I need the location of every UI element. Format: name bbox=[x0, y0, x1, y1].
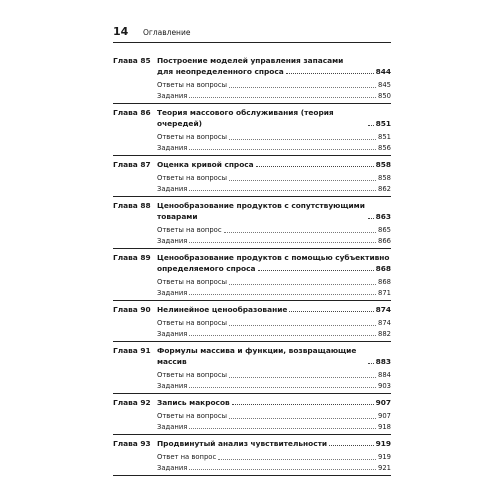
subsection-label: Ответы на вопросы bbox=[157, 81, 227, 89]
subsection-page-number: 845 bbox=[378, 81, 391, 89]
subsection-label: Задания bbox=[157, 422, 188, 431]
chapter-number: Глава 86 bbox=[113, 108, 151, 117]
subsection-page-number: 882 bbox=[378, 329, 391, 338]
chapter-subsections bbox=[113, 80, 391, 101]
chapter-title: Оценка кривой спроса bbox=[157, 160, 254, 169]
subsection-label: Ответы на вопросы bbox=[157, 278, 227, 286]
subsection-page-number: 858 bbox=[378, 174, 391, 182]
chapter-page-number: 883 bbox=[375, 357, 391, 366]
dot-leader bbox=[256, 166, 374, 167]
chapter-number: Глава 88 bbox=[113, 201, 151, 210]
chapter-heading[interactable] bbox=[113, 438, 391, 449]
chapter-title: Построение моделей управления запасами bbox=[157, 56, 344, 65]
dot-leader bbox=[189, 463, 376, 471]
subsection-label: Ответ на вопрос bbox=[157, 453, 217, 461]
toc-subsection-item[interactable] bbox=[157, 80, 391, 91]
chapter-heading[interactable] bbox=[113, 397, 391, 408]
chapter-page-number: 851 bbox=[375, 119, 391, 128]
subsection-label: Ответы на вопросы bbox=[157, 133, 227, 141]
subsection-page-number: 866 bbox=[378, 236, 391, 245]
chapter-title: Нелинейное ценообразование bbox=[157, 305, 288, 314]
dot-leader bbox=[189, 381, 376, 389]
chapter-title: Формулы массива и функции, возвращающие массив bbox=[157, 346, 357, 366]
chapter-subsections bbox=[113, 173, 391, 194]
toc-subsection-item[interactable] bbox=[157, 329, 391, 340]
toc-chapter bbox=[113, 304, 391, 342]
dot-leader bbox=[189, 329, 376, 337]
toc-chapter bbox=[113, 252, 391, 301]
dot-leader bbox=[229, 370, 376, 378]
chapter-number: Глава 87 bbox=[113, 160, 151, 169]
toc-subsection-item[interactable] bbox=[157, 318, 391, 329]
page-number: 14 bbox=[113, 25, 129, 38]
subsection-label: Задания bbox=[157, 288, 188, 297]
subsection-label: Задания bbox=[157, 236, 188, 245]
chapter-title-line bbox=[157, 107, 391, 129]
chapter-subsections bbox=[113, 318, 391, 339]
chapter-title: Продвинутый анализ чувствительности bbox=[157, 439, 328, 448]
chapter-title-line bbox=[157, 55, 391, 66]
chapter-title-block bbox=[157, 159, 391, 170]
chapter-title-line bbox=[157, 252, 391, 263]
dot-leader bbox=[189, 288, 376, 296]
toc-chapter bbox=[113, 200, 391, 249]
chapter-title: для неопределенного спроса bbox=[157, 67, 284, 76]
table-of-contents bbox=[113, 55, 391, 476]
chapter-number: Глава 90 bbox=[113, 305, 151, 314]
chapter-title-block bbox=[157, 345, 391, 367]
chapter-title: Запись макросов bbox=[157, 398, 230, 407]
subsection-page-number: 884 bbox=[378, 371, 391, 379]
dot-leader bbox=[229, 173, 376, 181]
dot-leader bbox=[189, 422, 376, 430]
dot-leader bbox=[368, 218, 374, 219]
toc-subsection-item[interactable] bbox=[157, 463, 391, 474]
chapter-number: Глава 92 bbox=[113, 398, 151, 407]
subsection-page-number: 919 bbox=[378, 453, 391, 461]
toc-subsection-item[interactable] bbox=[157, 411, 391, 422]
dot-leader bbox=[229, 132, 376, 140]
subsection-page-number: 856 bbox=[378, 143, 391, 152]
toc-subsection-item[interactable] bbox=[157, 91, 391, 102]
chapter-subsections bbox=[113, 132, 391, 153]
chapter-title: Ценообразование продуктов с помощью субъективно bbox=[157, 253, 390, 262]
dot-leader bbox=[189, 236, 376, 244]
subsection-label: Задания bbox=[157, 184, 188, 193]
dot-leader bbox=[224, 225, 376, 233]
subsection-page-number: 868 bbox=[378, 278, 391, 286]
toc-chapter bbox=[113, 397, 391, 435]
chapter-title-line bbox=[157, 397, 391, 408]
subsection-page-number: 850 bbox=[378, 91, 391, 100]
chapter-title: Теория массового обслуживания (теория очередей) bbox=[157, 108, 334, 128]
chapter-title-line bbox=[157, 438, 391, 449]
chapter-title-block bbox=[157, 397, 391, 408]
subsection-page-number: 918 bbox=[378, 422, 391, 431]
dot-leader bbox=[229, 277, 376, 285]
chapter-title-block bbox=[157, 438, 391, 449]
chapter-title-line bbox=[157, 263, 391, 274]
chapter-page-number: 863 bbox=[375, 212, 391, 221]
dot-leader bbox=[286, 73, 374, 74]
subsection-page-number: 921 bbox=[378, 463, 391, 472]
chapter-number: Глава 91 bbox=[113, 346, 151, 355]
subsection-page-number: 851 bbox=[378, 133, 391, 141]
subsection-label: Ответы на вопросы bbox=[157, 319, 227, 327]
subsection-label: Задания bbox=[157, 381, 188, 390]
chapter-heading[interactable] bbox=[113, 55, 391, 77]
chapter-heading[interactable] bbox=[113, 200, 391, 222]
toc-subsection-item[interactable] bbox=[157, 184, 391, 195]
dot-leader bbox=[289, 311, 373, 312]
toc-subsection-item[interactable] bbox=[157, 225, 391, 236]
toc-subsection-item[interactable] bbox=[157, 422, 391, 433]
dot-leader bbox=[218, 452, 376, 460]
chapter-title-block bbox=[157, 252, 391, 274]
subsection-page-number: 865 bbox=[378, 226, 391, 234]
chapter-heading[interactable] bbox=[113, 252, 391, 274]
dot-leader bbox=[258, 270, 374, 271]
chapter-title-line bbox=[157, 200, 391, 222]
toc-chapter bbox=[113, 345, 391, 394]
subsection-label: Задания bbox=[157, 329, 188, 338]
toc-subsection-item[interactable] bbox=[157, 452, 391, 463]
toc-subsection-item[interactable] bbox=[157, 143, 391, 154]
chapter-heading[interactable] bbox=[113, 159, 391, 170]
subsection-page-number: 907 bbox=[378, 412, 391, 420]
chapter-heading[interactable] bbox=[113, 107, 391, 129]
chapter-page-number: 907 bbox=[375, 398, 391, 407]
chapter-title: определяемого спроса bbox=[157, 264, 256, 273]
chapter-title-line bbox=[157, 304, 391, 315]
dot-leader bbox=[189, 91, 376, 99]
running-title: Оглавление bbox=[143, 28, 191, 37]
chapter-title-block bbox=[157, 200, 391, 222]
chapter-title-line bbox=[157, 159, 391, 170]
chapter-title-line bbox=[157, 345, 391, 367]
chapter-subsections bbox=[113, 225, 391, 246]
chapter-page-number: 858 bbox=[375, 160, 391, 169]
chapter-title-block bbox=[157, 55, 391, 77]
subsection-label: Ответы на вопрос bbox=[157, 226, 222, 234]
subsection-label: Ответы на вопросы bbox=[157, 412, 227, 420]
toc-subsection-item[interactable] bbox=[157, 236, 391, 247]
toc-page bbox=[113, 25, 391, 479]
chapter-page-number: 919 bbox=[375, 439, 391, 448]
page-header bbox=[113, 25, 391, 43]
dot-leader bbox=[229, 80, 376, 88]
toc-subsection-item[interactable] bbox=[157, 370, 391, 381]
subsection-page-number: 903 bbox=[378, 381, 391, 390]
chapter-page-number: 868 bbox=[375, 264, 391, 273]
toc-subsection-item[interactable] bbox=[157, 277, 391, 288]
chapter-subsections bbox=[113, 277, 391, 298]
dot-leader bbox=[368, 125, 374, 126]
toc-subsection-item[interactable] bbox=[157, 288, 391, 299]
chapter-title-block bbox=[157, 107, 391, 129]
dot-leader bbox=[229, 411, 376, 419]
subsection-label: Ответы на вопросы bbox=[157, 371, 227, 379]
chapter-page-number: 874 bbox=[375, 305, 391, 314]
chapter-number: Глава 85 bbox=[113, 56, 151, 65]
chapter-page-number: 844 bbox=[375, 67, 391, 76]
subsection-page-number: 871 bbox=[378, 288, 391, 297]
subsection-page-number: 874 bbox=[378, 319, 391, 327]
chapter-title: Ценообразование продуктов с сопутствующими товарами bbox=[157, 201, 365, 221]
dot-leader bbox=[232, 404, 374, 405]
toc-chapter bbox=[113, 438, 391, 476]
chapter-subsections bbox=[113, 411, 391, 432]
dot-leader bbox=[189, 184, 376, 192]
dot-leader bbox=[368, 363, 374, 364]
chapter-subsections bbox=[113, 452, 391, 473]
chapter-title-line bbox=[157, 66, 391, 77]
subsection-label: Задания bbox=[157, 463, 188, 472]
toc-chapter bbox=[113, 159, 391, 197]
chapter-title-block bbox=[157, 304, 391, 315]
chapter-heading[interactable] bbox=[113, 345, 391, 367]
toc-subsection-item[interactable] bbox=[157, 132, 391, 143]
dot-leader bbox=[229, 318, 376, 326]
chapter-number: Глава 93 bbox=[113, 439, 151, 448]
subsection-label: Задания bbox=[157, 143, 188, 152]
toc-chapter bbox=[113, 55, 391, 104]
chapter-subsections bbox=[113, 370, 391, 391]
dot-leader bbox=[329, 445, 374, 446]
toc-chapter bbox=[113, 107, 391, 156]
toc-subsection-item[interactable] bbox=[157, 381, 391, 392]
dot-leader bbox=[189, 143, 376, 151]
chapter-number: Глава 89 bbox=[113, 253, 151, 262]
chapter-heading[interactable] bbox=[113, 304, 391, 315]
toc-subsection-item[interactable] bbox=[157, 173, 391, 184]
subsection-label: Ответы на вопросы bbox=[157, 174, 227, 182]
subsection-label: Задания bbox=[157, 91, 188, 100]
subsection-page-number: 862 bbox=[378, 184, 391, 193]
